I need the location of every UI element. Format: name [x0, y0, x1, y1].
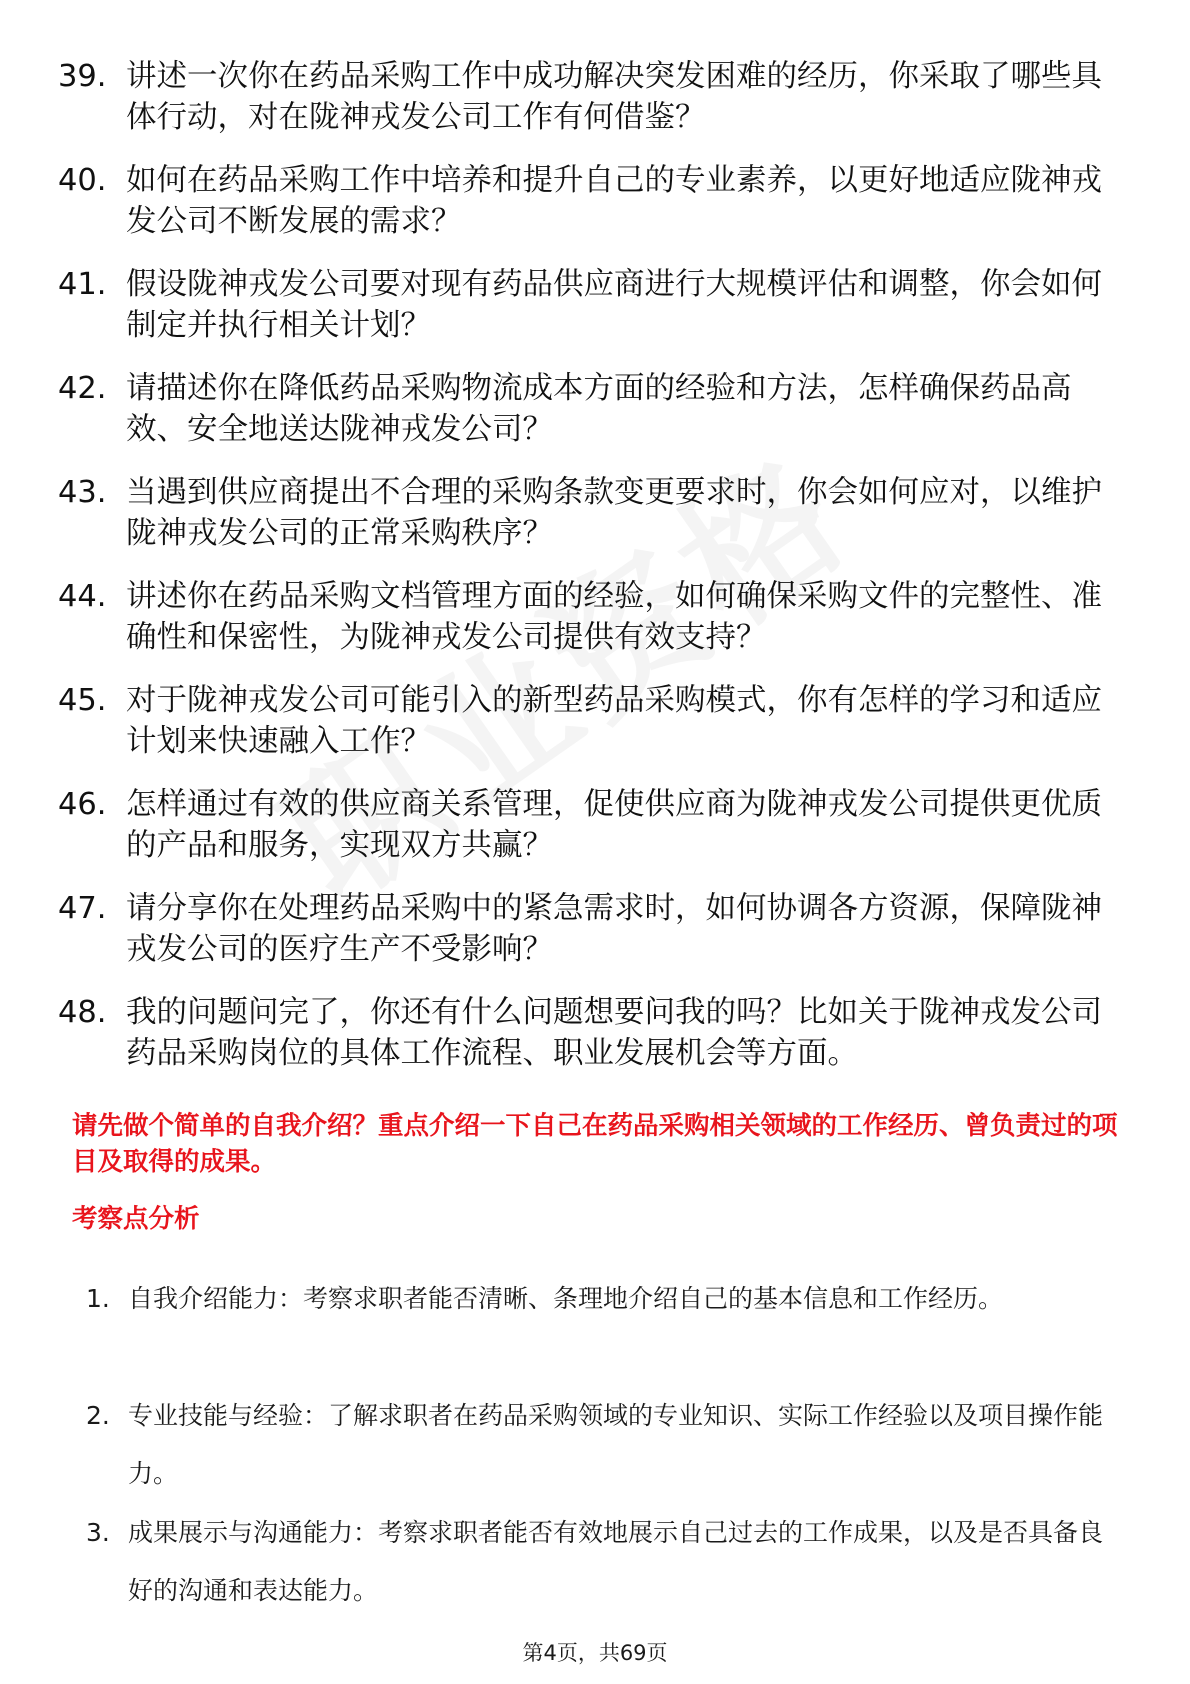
- analysis-text: 专业技能与经验：了解求职者在药品采购领域的专业知识、实际工作经验以及项目操作能力。: [128, 1401, 1104, 1488]
- analysis-number: 3.: [86, 1518, 110, 1547]
- question-number: 46.: [58, 787, 107, 822]
- analysis-number: 1.: [86, 1284, 110, 1313]
- question-item: [58, 784, 1118, 888]
- question-text: 请分享你在处理药品采购中的紧急需求时，如何协调各方资源，保障陇神戎发公司的医疗生产不受影响？: [126, 891, 1102, 967]
- question-text: 请描述你在降低药品采购物流成本方面的经验和方法，怎样确保药品高效、安全地送达陇神戎发公司？: [126, 371, 1072, 447]
- question-item: [58, 368, 1118, 472]
- question-number: 45.: [58, 683, 107, 718]
- question-item: [58, 680, 1118, 784]
- question-text: 怎样通过有效的供应商关系管理，促使供应商为陇神戎发公司提供更优质的产品和服务，实现双方共赢？: [126, 787, 1102, 863]
- analysis-item: [86, 1387, 1126, 1504]
- question-item: [58, 576, 1118, 680]
- question-number: 42.: [58, 371, 107, 406]
- analysis-list: [86, 1270, 1126, 1621]
- question-item: [58, 160, 1118, 264]
- intro-question-heading: 请先做个简单的自我介绍？重点介绍一下自己在药品采购相关领域的工作经历、曾负责过的项目及取得的成果。: [72, 1111, 1118, 1177]
- question-number: 48.: [58, 995, 107, 1030]
- question-number: 40.: [58, 163, 107, 198]
- analysis-number: 2.: [86, 1401, 110, 1430]
- question-number: 43.: [58, 475, 107, 510]
- question-text: 我的问题问完了，你还有什么问题想要问我的吗？比如关于陇神戎发公司药品采购岗位的具体工作流程、职业发展机会等方面。: [126, 995, 1102, 1071]
- question-number: 47.: [58, 891, 107, 926]
- question-item: [58, 888, 1118, 992]
- question-number: 39.: [58, 59, 107, 94]
- question-text: 如何在药品采购工作中培养和提升自己的专业素养，以更好地适应陇神戎发公司不断发展的需求？: [126, 163, 1102, 239]
- question-item: [58, 264, 1118, 368]
- analysis-section-title: 考察点分析: [72, 1204, 200, 1234]
- question-number: 44.: [58, 579, 107, 614]
- page-footer: 第4页，共69页: [522, 1641, 668, 1665]
- question-text: 当遇到供应商提出不合理的采购条款变更要求时，你会如何应对，以维护陇神戎发公司的正常采购秩序？: [126, 475, 1102, 551]
- analysis-text: 成果展示与沟通能力：考察求职者能否有效地展示自己过去的工作成果，以及是否具备良好的沟通和表达能力。: [128, 1518, 1104, 1605]
- question-number: 41.: [58, 267, 107, 302]
- question-text: 讲述你在药品采购文档管理方面的经验，如何确保采购文件的完整性、准确性和保密性，为陇神戎发公司提供有效支持？: [126, 579, 1102, 655]
- question-item: [58, 992, 1118, 1096]
- analysis-item: [86, 1270, 1126, 1387]
- question-item: [58, 56, 1118, 160]
- analysis-item: [86, 1504, 1126, 1621]
- question-text: 假设陇神戎发公司要对现有药品供应商进行大规模评估和调整，你会如何制定并执行相关计划？: [126, 267, 1102, 343]
- analysis-text: 自我介绍能力：考察求职者能否清晰、条理地介绍自己的基本信息和工作经历。: [128, 1284, 1004, 1313]
- question-item: [58, 472, 1118, 576]
- question-text: 讲述一次你在药品采购工作中成功解决突发困难的经历，你采取了哪些具体行动，对在陇神戎发公司工作有何借鉴？: [126, 59, 1102, 135]
- question-list: [58, 56, 1118, 1096]
- question-text: 对于陇神戎发公司可能引入的新型药品采购模式，你有怎样的学习和适应计划来快速融入工作？: [126, 683, 1102, 759]
